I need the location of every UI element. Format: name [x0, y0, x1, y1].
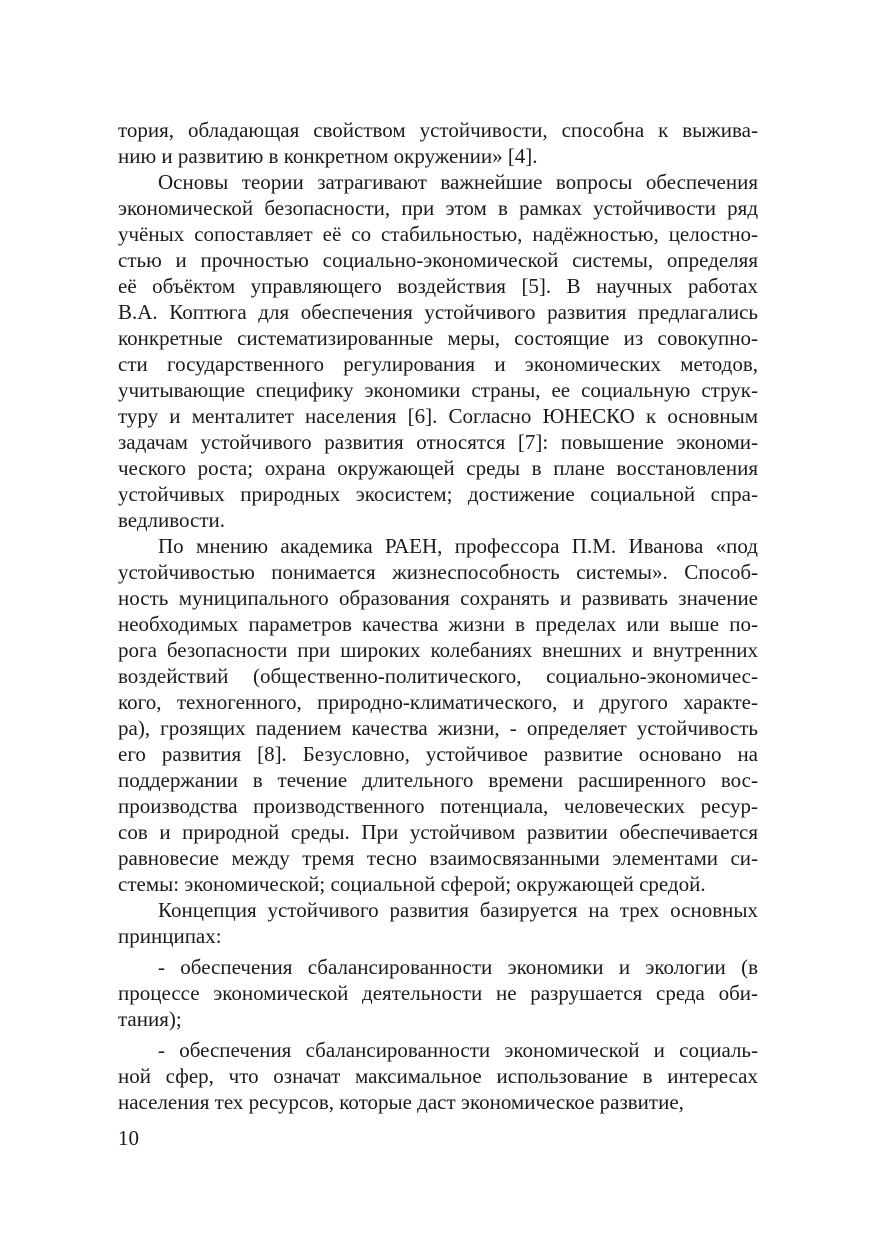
paragraph-theory-basics [118, 169, 758, 533]
text-line: стью и прочностью социально-экономической системы, определяя [118, 248, 758, 272]
text-line: туру и менталитет населения [6]. Согласно ЮНЕСКО к основным [118, 404, 758, 428]
text-line: ведливости. [118, 508, 226, 532]
text-line: учёных сопоставляет её со стабильностью, надёжностью, целостно- [118, 222, 758, 246]
text-line: - обеспечения сбалансированности экономической и социаль- [158, 1038, 758, 1062]
text-line: задачам устойчивого развития относятся [7]: повышение экономи- [118, 430, 758, 454]
text-line: тория, обладающая свойством устойчивости, способна к выжива- [118, 118, 758, 142]
text-line: сов и природной среды. При устойчивом развитии обеспечивается [118, 820, 758, 844]
text-line: ческого роста; охрана окружающей среды в плане восстановления [118, 456, 758, 480]
text-line: стемы: экономической; социальной сферой; окружающей средой. [118, 872, 706, 896]
text-line: Основы теории затрагивают важнейшие вопросы обеспечения [158, 170, 758, 194]
text-line: конкретные систематизированные меры, состоящие из совокупно- [118, 326, 758, 350]
text-line: его развития [8]. Безусловно, устойчивое развитие основано на [118, 742, 758, 766]
paragraph-principle-ecology [118, 954, 758, 1032]
text-line: равновесие между тремя тесно взаимосвязанными элементами си- [118, 846, 758, 870]
text-line: её объёктом управляющего воздействия [5]. В научных работах [118, 274, 758, 298]
text-line: экономической безопасности, при этом в рамках устойчивости ряд [118, 196, 758, 220]
text-line: устойчивостью понимается жизнеспособность системы». Способ- [118, 560, 758, 584]
text-line: ра), грозящих падением качества жизни, - определяет устойчивость [118, 716, 758, 740]
text-line: процессе экономической деятельности не разрушается среда оби- [118, 981, 758, 1005]
text-line: тания); [118, 1007, 182, 1031]
text-line: необходимых параметров качества жизни в пределах или выше по- [118, 612, 758, 636]
text-line: В.А. Коптюга для обеспечения устойчивого развития предлагались [118, 300, 758, 324]
text-line: кого, техногенного, природно-климатического, и другого характе- [118, 690, 758, 714]
text-line: устойчивых природных экосистем; достижение социальной спра- [118, 482, 758, 506]
text-line: воздействий (общественно-политического, социально-экономичес- [118, 664, 758, 688]
page-number: 10 [118, 1126, 139, 1150]
text-line: Концепция устойчивого развития базируется на трех основных [158, 898, 758, 922]
text-line: поддержании в течение длительного времени расширенного вос- [118, 768, 758, 792]
text-line: принципах: [118, 924, 222, 948]
text-line: - обеспечения сбалансированности экономики и экологии (в [158, 955, 758, 979]
paragraph-principle-social [118, 1037, 758, 1115]
paragraph-concept-principles [118, 897, 758, 949]
paragraph-ivanov-opinion [118, 533, 758, 897]
text-line: сти государственного регулирования и экономических методов, [118, 352, 758, 376]
text-line: ной сфер, что означат максимальное использование в интересах [118, 1064, 758, 1088]
text-line: нию и развитию в конкретном окружении» [4]. [118, 144, 538, 168]
text-line: По мнению академика РАЕН, профессора П.М. Иванова «под [158, 534, 758, 558]
body-text [118, 117, 758, 1115]
text-line: населения тех ресурсов, которые даст экономическое развитие, [118, 1090, 684, 1114]
text-line: производства производственного потенциала, человеческих ресур- [118, 794, 758, 818]
text-line: рога безопасности при широких колебаниях внешних и внутренних [118, 638, 758, 662]
text-line: учитывающие специфику экономики страны, ее социальную струк- [118, 378, 758, 402]
paragraph-continuation [118, 117, 758, 169]
text-line: ность муниципального образования сохранять и развивать значение [118, 586, 758, 610]
